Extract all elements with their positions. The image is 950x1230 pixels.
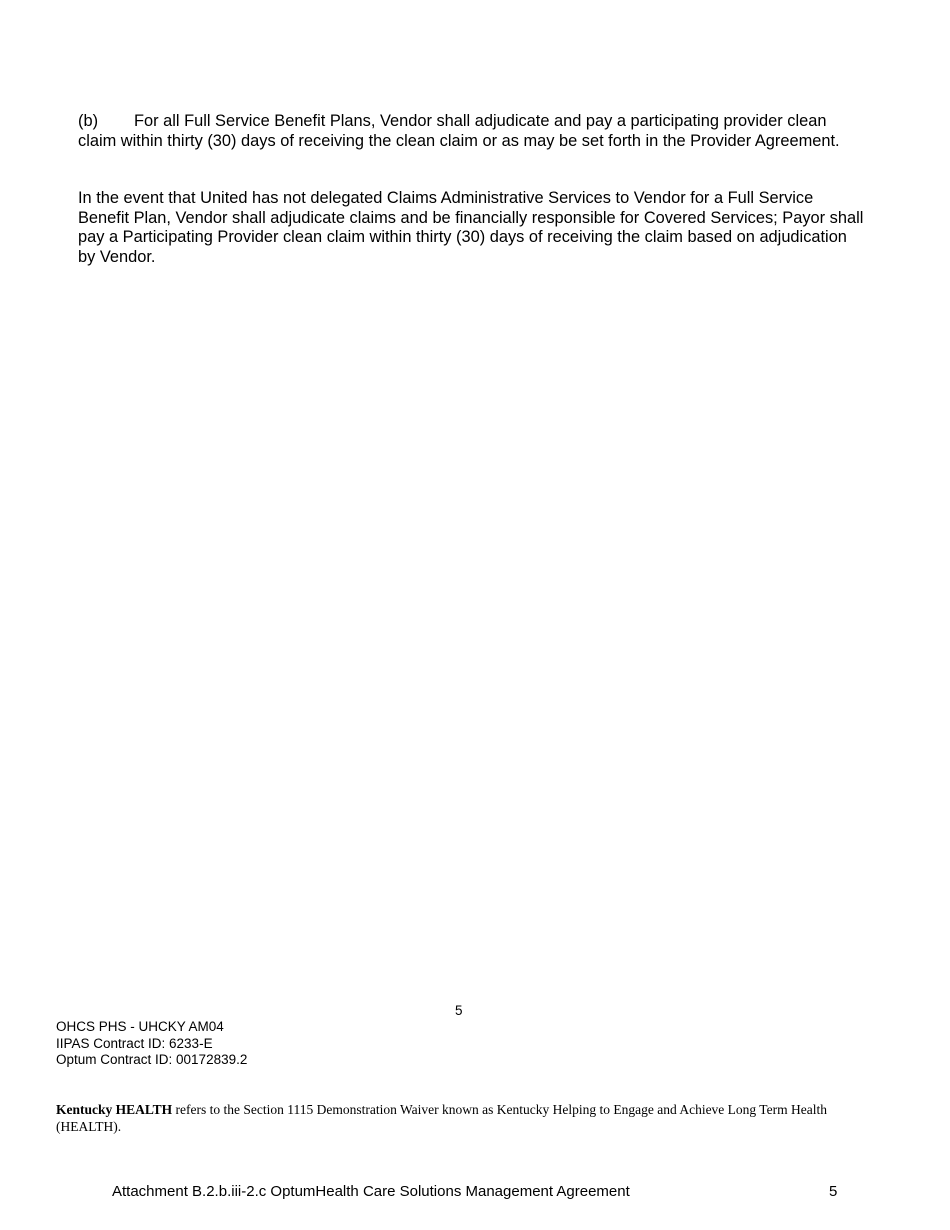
footer-page-number: 5: [829, 1183, 838, 1200]
kentucky-health-note: [56, 1101, 876, 1135]
paragraph-b: [78, 112, 868, 151]
contract-line-iipas: IIPAS Contract ID: 6233-E: [56, 1035, 213, 1051]
contract-line-optum: Optum Contract ID: 00172839.2: [56, 1052, 248, 1067]
kentucky-health-definition: refers to the Section 1115 Demonstration Waiver known as Kentucky Helping to Engage and Achieve Long Term Health (HEALTH).: [56, 1102, 827, 1134]
paragraph-b-text: For all Full Service Benefit Plans, Vendor shall adjudicate and pay a participating provider clean claim within thirty (30) days of receiving the clean claim or as may be set forth in the Provider Agreement.: [78, 112, 840, 150]
contract-line-ohcs: OHCS PHS - UHCKY AM04: [56, 1019, 224, 1034]
paragraph-claims-delegation: In the event that United has not delegated Claims Administrative Services to Vendor for a Full Service Benefit Plan, Vendor shall adjudicate claims and be financially responsible for Covered Services; Payor shall pay a Participating Provider clean claim within thirty (30) days of receiving the claim based on adjudication by Vendor.: [78, 189, 864, 266]
footer-document-title: Attachment B.2.b.iii-2.c OptumHealth Care Solutions Management Agreement: [112, 1183, 630, 1200]
contract-id-block: [56, 1019, 247, 1069]
page-number-center: 5: [455, 1003, 463, 1018]
kentucky-health-term: Kentucky HEALTH: [56, 1102, 173, 1117]
paragraph-b-marker: (b): [78, 112, 99, 130]
